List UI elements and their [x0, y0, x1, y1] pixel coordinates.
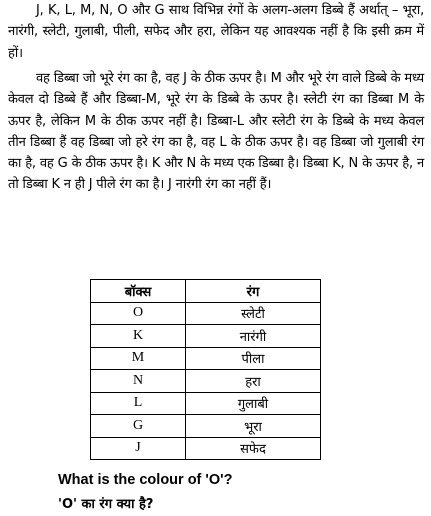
box-cell: M: [91, 347, 186, 370]
box-cell: K: [91, 325, 186, 348]
table-row: [91, 437, 321, 460]
conditions-paragraph: वह डिब्बा जो भूरे रंग का है, वह J के ठीक ऊपर है। M और भूरे रंग वाले डिब्बे के मध्य केवल दो डिब्बे हैं और डिब्बा-M, भूरे रंग के डिब्बे के ऊपर है। स्लेटी रंग का डिब्बा M के ऊपर है, लेकिन M के ठीक ऊपर नहीं है। डिब्बा-L और स्लेटी रंग के डिब्बे के मध्य केवल तीन डिब्बा हैं वह डिब्बा जो हरे रंग का है, वह L के ठीक ऊपर है। वह डिब्बा जो गुलाबी रंग का है, वह G के ठीक ऊपर है। K और N के मध्य एक डिब्बा है। डिब्बा K, N के ऊपर है, न तो डिब्बा K न ही J पीले रंग का है। J नारंगी रंग का नहीं हैं।: [8, 71, 424, 193]
colour-cell: भूरा: [186, 415, 321, 438]
colour-cell: पीला: [186, 347, 321, 370]
box-cell: G: [91, 415, 186, 438]
colour-cell: नारंगी: [186, 325, 321, 348]
table-header-row: [91, 280, 321, 303]
table-row: [91, 302, 321, 325]
colour-cell: हरा: [186, 370, 321, 393]
header-box: बॉक्स: [91, 280, 186, 303]
colour-cell: गुलाबी: [186, 392, 321, 415]
table-row: [91, 392, 321, 415]
box-colour-table: [90, 279, 321, 460]
table-row: [91, 415, 321, 438]
box-cell: N: [91, 370, 186, 393]
colour-cell: स्लेटी: [186, 302, 321, 325]
box-cell: L: [91, 392, 186, 415]
colour-cell: सफेद: [186, 437, 321, 460]
table-row: [91, 325, 321, 348]
box-cell: J: [91, 437, 186, 460]
header-colour: रंग: [186, 280, 321, 303]
box-cell: O: [91, 302, 186, 325]
question-hindi: 'O' का रंग क्या है?: [58, 497, 154, 512]
question-english: What is the colour of 'O'?: [58, 472, 233, 488]
table-row: [91, 370, 321, 393]
intro-paragraph: J, K, L, M, N, O और G साथ विभिन्न रंगों के अलग-अलग डिब्बे हैं अर्थात् – भूरा, नारंगी, स्लेटी, गुलाबी, पीली, सफेद और हरा, लेकिन यह आवश्यक नहीं है कि इसी क्रम में हों।: [8, 3, 424, 61]
table-row: [91, 347, 321, 370]
